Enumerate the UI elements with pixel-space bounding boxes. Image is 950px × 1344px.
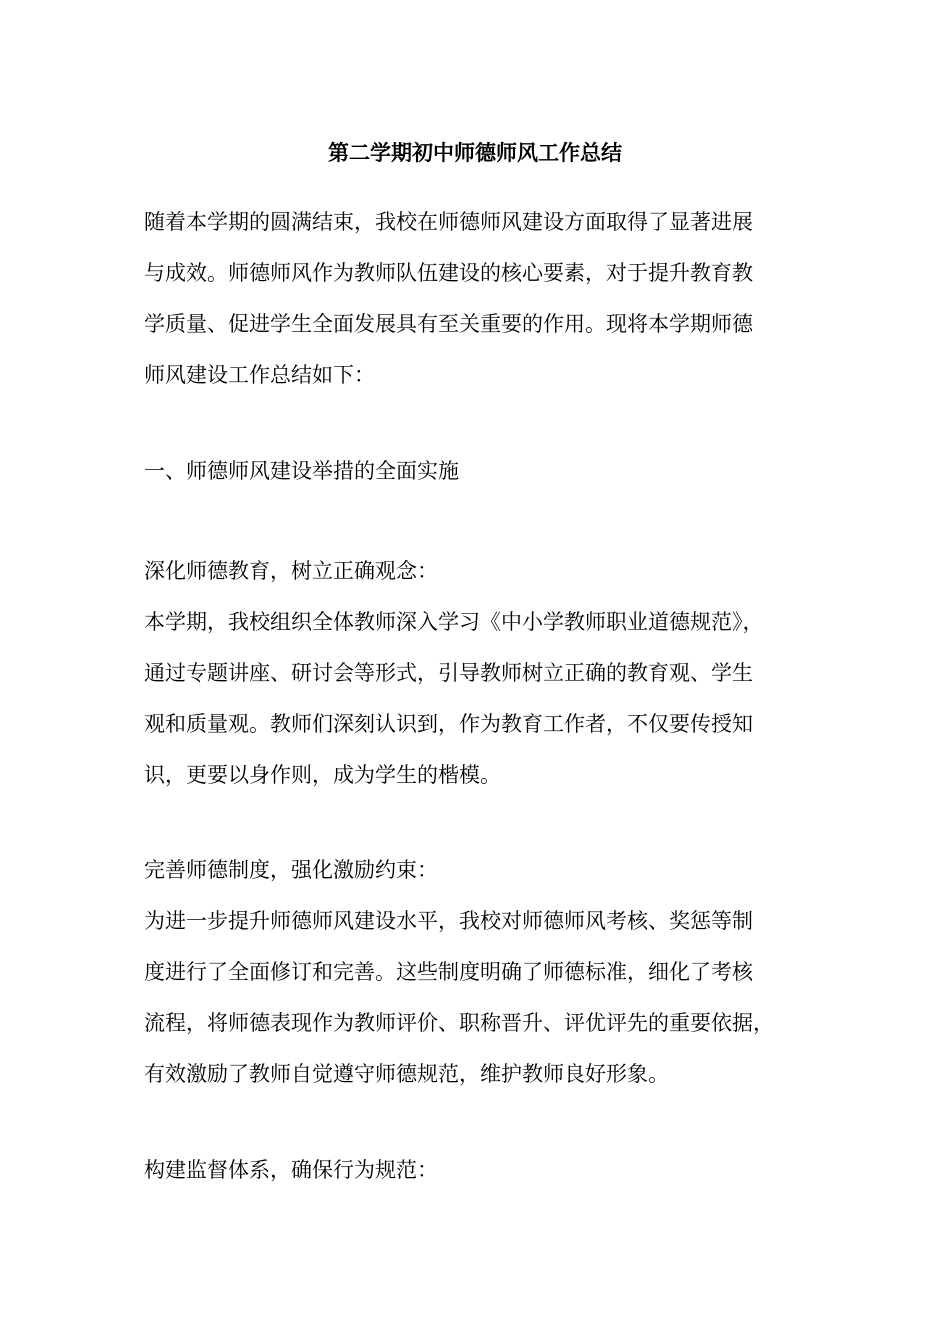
paragraph-line: 度进行了全面修订和完善。这些制度明确了师德标准，细化了考核	[144, 960, 753, 984]
subsection-heading: 深化师德教育，树立正确观念：	[144, 559, 438, 583]
paragraph-line: 为进一步提升师德师风建设水平，我校对师德师风考核、奖惩等制	[144, 909, 753, 933]
intro-line: 随着本学期的圆满结束，我校在师德师风建设方面取得了显著进展	[144, 210, 753, 234]
section-heading: 一、师德师风建设举措的全面实施	[144, 459, 459, 483]
subsection-heading: 完善师德制度，强化激励约束：	[144, 858, 438, 882]
intro-line: 师风建设工作总结如下：	[144, 363, 375, 387]
intro-line: 学质量、促进学生全面发展具有至关重要的作用。现将本学期师德	[144, 312, 753, 336]
intro-paragraph	[144, 197, 834, 401]
subsection-paragraph	[144, 597, 834, 801]
subsection-paragraph	[144, 896, 834, 1100]
paragraph-line: 本学期，我校组织全体教师深入学习《中小学教师职业道德规范》，	[144, 610, 764, 634]
paragraph-line: 有效激励了教师自觉遵守师德规范，维护教师良好形象。	[144, 1062, 669, 1086]
intro-line: 与成效。师德师风作为教师队伍建设的核心要素，对于提升教育教	[144, 261, 753, 285]
subsection-heading: 构建监督体系，确保行为规范：	[144, 1158, 438, 1182]
document-title: 第二学期初中师德师风工作总结	[328, 140, 622, 165]
paragraph-line: 观和质量观。教师们深刻认识到，作为教育工作者，不仅要传授知	[144, 712, 753, 736]
paragraph-line: 通过专题讲座、研讨会等形式，引导教师树立正确的教育观、学生	[144, 661, 753, 685]
paragraph-line: 识，更要以身作则，成为学生的楷模。	[144, 763, 501, 787]
paragraph-line: 流程，将师德表现作为教师评价、职称晋升、评优评先的重要依据，	[144, 1011, 774, 1035]
